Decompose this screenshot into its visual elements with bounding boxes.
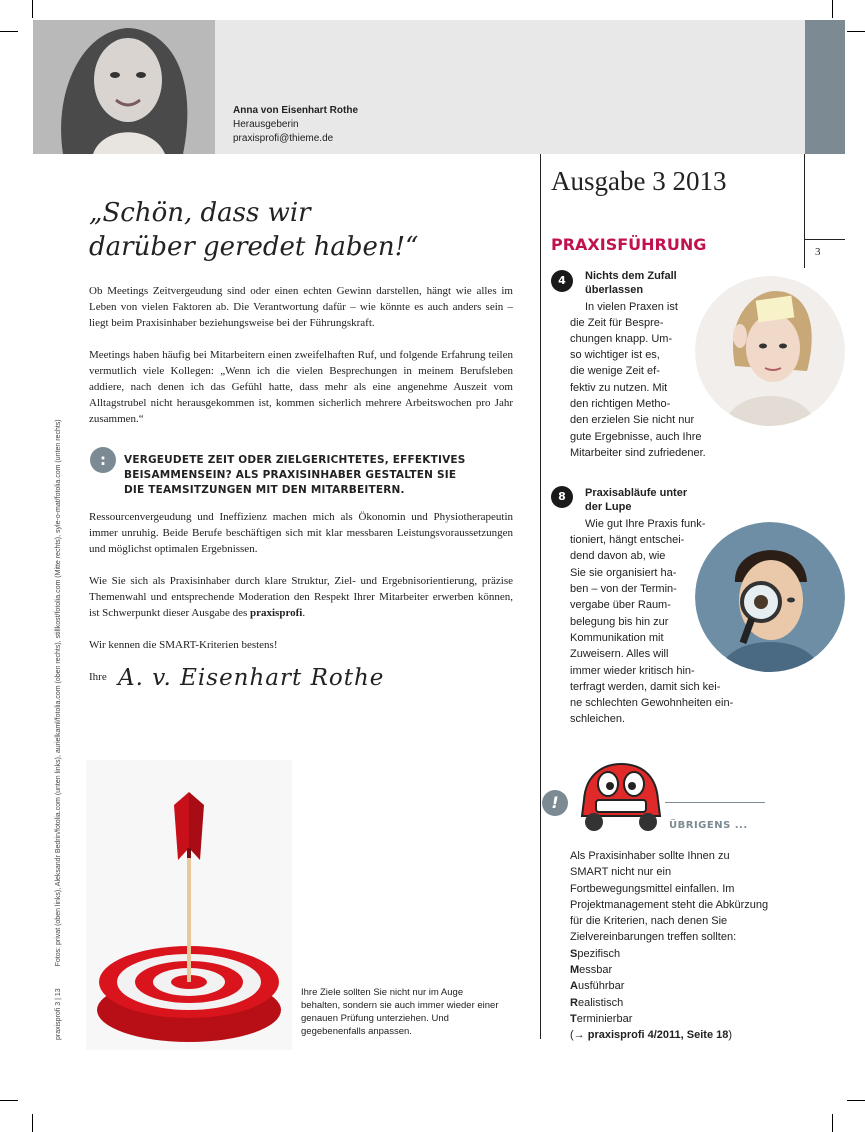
colon-icon: :: [90, 447, 116, 473]
article-text-line: ne schlechten Gewohnheiten ein-: [570, 697, 734, 709]
article-text-line: die Zeit für Bespre-: [570, 317, 664, 329]
article-text-line: chungen knapp. Um-: [570, 333, 673, 345]
page-badge[interactable]: 8: [551, 486, 573, 508]
note-reference[interactable]: [570, 1027, 770, 1043]
criteria-item: [570, 946, 770, 962]
page-number: 3: [815, 246, 821, 258]
criteria-item: [570, 995, 770, 1011]
criteria-initial: M: [570, 964, 580, 977]
paragraph-text: Meetings haben häufig bei Mitarbeitern einen zweifelhaften Ruf, und folgende Erfahrung teilen vermutlich viele Kollegen: „Wenn ich die vielen Besprechungen in meinem Berufsleben addiere, nach denen ich das Gefühl hatte, dass mehr als eine angenehme Auszeit vom Alltagstrubel nicht herausgekommen ist, kommen sicherlich mehrere Arbeitswochen pro Jahr zusammen.“: [89, 349, 513, 425]
issue-title: Ausgabe 3 2013: [551, 166, 727, 196]
article-title[interactable]: [585, 269, 677, 297]
callout-line: DIE TEAMSITZUNGEN MIT DEN MITARBEITERN.: [124, 484, 405, 496]
author-name: Anna von Eisenhart Rothe: [233, 105, 359, 116]
side-credit: [55, 397, 62, 1040]
criteria-rest: ealistisch: [577, 996, 624, 1009]
article-title-line: überlassen: [585, 284, 644, 296]
article-text-line: den richtigen Metho-: [570, 398, 671, 410]
column-divider: [540, 154, 541, 1039]
issue-credit: praxisprofi 3 | 13: [55, 988, 62, 1040]
criteria-item: [570, 962, 770, 978]
article-text-line: so wichtiger ist es,: [570, 349, 660, 361]
criteria-rest: essbar: [579, 964, 613, 977]
criteria-initial: T: [570, 1012, 577, 1025]
article-text-line: Wie gut Ihre Praxis funk-: [585, 518, 706, 530]
author-role: Herausgeberin: [233, 119, 299, 130]
paragraph-text: [89, 573, 513, 621]
note-divider: [665, 802, 765, 803]
criteria-item: [570, 978, 770, 994]
crop-mark: [32, 1114, 33, 1132]
closing-text: Ihre: [89, 671, 107, 683]
article-title-line: Praxisabläufe unter: [585, 487, 688, 499]
article-text-line: Sie sie organisiert ha-: [570, 567, 677, 579]
editorial-headline: [89, 196, 519, 264]
page-badge[interactable]: 4: [551, 270, 573, 292]
paragraph-text: Ressourcenvergeudung und Ineffizienz machen mich als Ökonomin und Physiotherapeutin immer unruhig. Beide Berufe beschäftigen sich mit klar messbaren Leistungsvoraussetzungen und möglichst optimalen Ergebnissen.: [89, 511, 513, 555]
editorial-paragraph: [89, 637, 513, 653]
editorial-paragraph: [89, 509, 513, 557]
article-text-line: Kommunikation mit: [570, 632, 664, 644]
note-heading: ÜBRIGENS ...: [669, 820, 748, 831]
paragraph-text: Ob Meetings Zeitvergeudung sind oder einen echten Gewinn darstellen, hängt wie alles im Leben von vielen Faktoren ab. Die Verantwortung dafür – wie könnte es auch anders sein – liegt beim Praxisinhaber beziehungsweise bei der Führungskraft.: [89, 285, 513, 329]
sidebar-rule: [804, 154, 805, 268]
article-text-line: tioniert, hängt entschei-: [570, 534, 685, 546]
editorial-paragraph: [89, 347, 513, 427]
article-text-line: Zuweisern. Alles will: [570, 648, 669, 660]
portrait-image: [33, 20, 215, 154]
editorial-paragraph: [89, 573, 513, 621]
crop-mark: [0, 1100, 18, 1101]
author-photo: [33, 20, 215, 154]
crop-mark: [832, 0, 833, 18]
paragraph-text-part: .: [302, 607, 306, 619]
criteria-initial: R: [570, 996, 578, 1009]
note-intro: Als Praxisinhaber sollte Ihnen zu SMART nicht nur ein Fortbewegungsmittel einfallen. Im Projektmanagement steht die Abkürzung für die Kriterien, nach denen Sie Zielvereinbarungen treffen sollten:: [570, 850, 769, 944]
article-text-line: schleichen.: [570, 713, 626, 725]
callout-line: BEISAMMENSEIN? ALS PRAXISINHABER GESTALTEN SIE: [124, 469, 457, 481]
crop-mark: [847, 31, 865, 32]
article-text-line: fektiv zu nutzen. Mit: [570, 382, 668, 394]
article-title[interactable]: [585, 486, 687, 514]
article-text-line: belegung bis hin zur: [570, 616, 669, 628]
crop-mark: [832, 1114, 833, 1132]
section-title: PRAXISFÜHRUNG: [551, 235, 707, 254]
article-text-line: die wenige Zeit ef-: [570, 365, 660, 377]
callout-line: VERGEUDETE ZEIT ODER ZIELGERICHTETES, EFFEKTIVES: [124, 454, 466, 466]
article-text-line: dend davon ab, wie: [570, 550, 666, 562]
article-text-line: In vielen Praxen ist: [585, 301, 678, 313]
criteria-initial: S: [570, 947, 578, 960]
paragraph-text: Wir kennen die SMART-Kriterien bestens!: [89, 639, 278, 651]
smart-car-illustration: [576, 760, 666, 834]
article-text-line: terfragt werden, damit sich kei-: [570, 681, 721, 693]
headline-line: „Schön, dass wir: [89, 198, 311, 228]
criteria-rest: pezifisch: [577, 947, 621, 960]
reference-prefix: (→: [570, 1029, 588, 1042]
man-with-magnifier-image: [695, 522, 845, 672]
article-text-line: ben – von der Termin-: [570, 583, 677, 595]
author-info: [233, 104, 358, 146]
image-caption: Ihre Ziele sollten Sie nicht nur im Auge behalten, sondern sie auch immer wieder einer genauen Prüfung unterziehen. Und gegebenenfalls anpassen.: [301, 987, 499, 1037]
paragraph-text-part: Wie Sie sich als Praxisinhaber durch klare Struktur, Ziel- und Ergebnisorientierung, präzise Themenwahl und entsprechende Moderation den Respekt Ihrer Mitarbeiter erwerben können, ist Schwerpunkt dieser Ausgabe des: [89, 575, 513, 619]
page-number-rule: [804, 239, 845, 240]
article-text-line: gute Ergebnisse, auch Ihre: [570, 431, 702, 443]
author-email[interactable]: praxisprofi@thieme.de: [233, 133, 334, 144]
reference-source: praxisprofi 4/2011, Seite 18: [587, 1029, 729, 1042]
article-text-line: den erzielen Sie nicht nur: [570, 414, 695, 426]
article-text-line: Mitarbeiter sind zufriedener.: [570, 447, 706, 459]
editorial-paragraph: [89, 283, 513, 331]
editorial-callout: [124, 453, 504, 498]
article-text-line: immer wieder kritisch hin-: [570, 665, 695, 677]
criteria-rest: erminierbar: [576, 1012, 633, 1025]
article-title-line: Nichts dem Zufall: [585, 270, 677, 282]
crop-mark: [32, 0, 33, 18]
target-image: [86, 760, 292, 1050]
criteria-rest: usführbar: [577, 980, 625, 993]
criteria-initial: A: [570, 980, 578, 993]
reference-suffix: ): [728, 1029, 733, 1042]
crop-mark: [0, 31, 18, 32]
sidebar-color-band: [805, 20, 845, 154]
photo-credits: Fotos: privat (oben links), Aleksandr Bedrin/fotolia.com (unten links), aurielkaml/fotolia.com (oben rechts), stillkost/fotolia.com (Mitte rechts), syle-o-mat/fotolia.com (unten rechts): [55, 419, 62, 967]
woman-with-note-image: [695, 276, 845, 426]
note-body: [570, 848, 770, 1044]
exclamation-icon: !: [542, 790, 568, 816]
article-text-line: vergabe über Raum-: [570, 599, 671, 611]
article-title-line: der Lupe: [585, 501, 632, 513]
headline-line: darüber geredet haben!“: [89, 232, 419, 262]
criteria-item: [570, 1011, 770, 1027]
crop-mark: [847, 1100, 865, 1101]
magazine-name: praxisprofi: [250, 607, 303, 619]
signature: A. v. Eisenhart Rothe: [118, 665, 385, 691]
